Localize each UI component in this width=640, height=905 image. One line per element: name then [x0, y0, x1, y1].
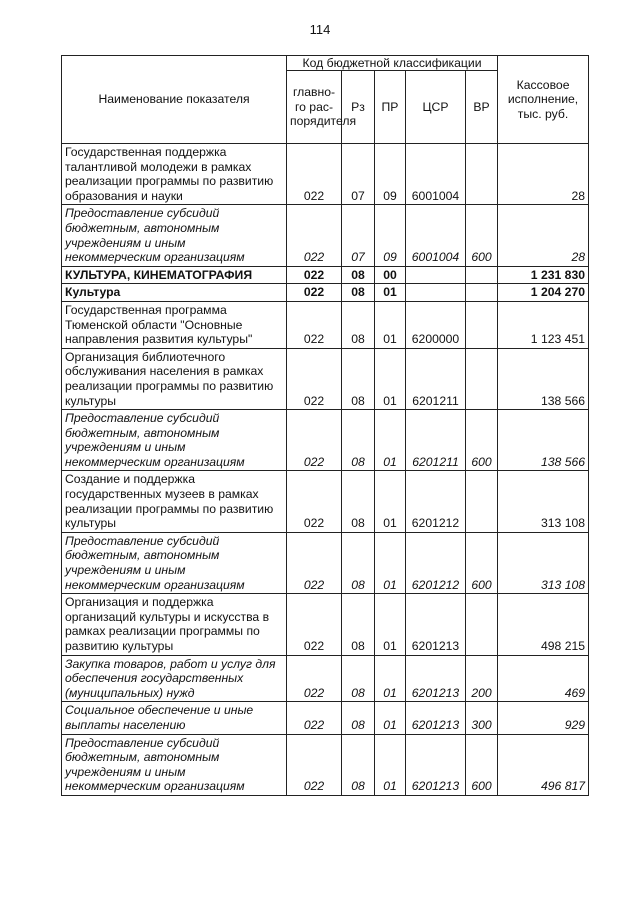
table-row — [62, 284, 589, 302]
cell-vr: 600 — [466, 532, 498, 593]
cell-amount: 496 817 — [498, 734, 589, 795]
header-admin: главно-го рас-порядителя — [287, 71, 342, 144]
table-row — [62, 144, 589, 205]
cell-rz: 08 — [342, 301, 375, 348]
cell-csr: 6201213 — [406, 655, 466, 702]
cell-csr: 6201213 — [406, 594, 466, 655]
header-pr: ПР — [375, 71, 406, 144]
cell-name: Предоставление субсидий бюджетным, автономным учреждениям и иным некоммерческим организациям — [62, 532, 287, 593]
page-number: 114 — [309, 22, 331, 37]
cell-csr: 6001004 — [406, 205, 466, 266]
cell-csr: 6001004 — [406, 144, 466, 205]
cell-amount: 138 566 — [498, 348, 589, 409]
cell-csr: 6200000 — [406, 301, 466, 348]
cell-pr: 01 — [375, 410, 406, 471]
cell-vr: 600 — [466, 205, 498, 266]
table-row — [62, 471, 589, 532]
cell-vr — [466, 471, 498, 532]
cell-vr — [466, 301, 498, 348]
cell-vr: 600 — [466, 410, 498, 471]
cell-rz: 08 — [342, 532, 375, 593]
cell-name: Государственная программа Тюменской области "Основные направления развития культуры" — [62, 301, 287, 348]
cell-amount: 1 231 830 — [498, 266, 589, 284]
cell-vr: 300 — [466, 702, 498, 734]
cell-admin: 022 — [287, 144, 342, 205]
table-row — [62, 594, 589, 655]
cell-name: Культура — [62, 284, 287, 302]
cell-rz: 07 — [342, 144, 375, 205]
cell-pr: 01 — [375, 348, 406, 409]
cell-amount: 1 123 451 — [498, 301, 589, 348]
cell-admin: 022 — [287, 655, 342, 702]
table-row — [62, 205, 589, 266]
cell-amount: 1 204 270 — [498, 284, 589, 302]
cell-csr: 6201213 — [406, 702, 466, 734]
cell-pr: 01 — [375, 734, 406, 795]
cell-pr: 01 — [375, 594, 406, 655]
cell-pr: 09 — [375, 144, 406, 205]
cell-admin: 022 — [287, 702, 342, 734]
cell-vr — [466, 144, 498, 205]
cell-admin: 022 — [287, 348, 342, 409]
table-row — [62, 301, 589, 348]
cell-name: Закупка товаров, работ и услуг для обеспечения государственных (муниципальных) нужд — [62, 655, 287, 702]
cell-admin: 022 — [287, 410, 342, 471]
cell-rz: 08 — [342, 471, 375, 532]
cell-pr: 09 — [375, 205, 406, 266]
cell-csr: 6201211 — [406, 410, 466, 471]
cell-rz: 08 — [342, 410, 375, 471]
cell-vr — [466, 266, 498, 284]
table-row — [62, 532, 589, 593]
header-vr: ВР — [466, 71, 498, 144]
budget-table — [61, 55, 589, 796]
cell-name: Организация и поддержка организаций культуры и искусства в рамках реализации программы по развитию культуры — [62, 594, 287, 655]
cell-admin: 022 — [287, 266, 342, 284]
cell-vr — [466, 284, 498, 302]
table-row — [62, 410, 589, 471]
cell-rz: 08 — [342, 266, 375, 284]
cell-csr: 6201212 — [406, 532, 466, 593]
cell-csr — [406, 284, 466, 302]
cell-vr: 200 — [466, 655, 498, 702]
cell-pr: 01 — [375, 284, 406, 302]
table-row — [62, 702, 589, 734]
cell-csr: 6201213 — [406, 734, 466, 795]
cell-name: Предоставление субсидий бюджетным, автономным учреждениям и иным некоммерческим организациям — [62, 205, 287, 266]
cell-admin: 022 — [287, 205, 342, 266]
cell-amount: 138 566 — [498, 410, 589, 471]
cell-vr — [466, 348, 498, 409]
cell-pr: 00 — [375, 266, 406, 284]
header-rz: Рз — [342, 71, 375, 144]
header-csr: ЦСР — [406, 71, 466, 144]
cell-name: КУЛЬТУРА, КИНЕМАТОГРАФИЯ — [62, 266, 287, 284]
cell-name: Государственная поддержка талантливой молодежи в рамках реализации программы по развитию образования и науки — [62, 144, 287, 205]
cell-pr: 01 — [375, 655, 406, 702]
cell-amount: 498 215 — [498, 594, 589, 655]
header-amount: Кассовое исполнение, тыс. руб. — [498, 56, 589, 144]
cell-rz: 08 — [342, 734, 375, 795]
cell-pr: 01 — [375, 301, 406, 348]
table-row — [62, 266, 589, 284]
cell-amount: 313 108 — [498, 471, 589, 532]
cell-pr: 01 — [375, 532, 406, 593]
cell-pr: 01 — [375, 702, 406, 734]
cell-csr — [406, 266, 466, 284]
cell-rz: 08 — [342, 348, 375, 409]
table-row — [62, 655, 589, 702]
cell-name: Организация библиотечного обслуживания населения в рамках реализации программы по развитию культуры — [62, 348, 287, 409]
header-classification-group: Код бюджетной классификации — [287, 56, 498, 71]
cell-amount: 929 — [498, 702, 589, 734]
cell-name: Социальное обеспечение и иные выплаты населению — [62, 702, 287, 734]
cell-rz: 08 — [342, 702, 375, 734]
cell-amount: 28 — [498, 205, 589, 266]
header-name: Наименование показателя — [62, 56, 287, 144]
cell-vr: 600 — [466, 734, 498, 795]
cell-amount: 313 108 — [498, 532, 589, 593]
cell-name: Предоставление субсидий бюджетным, автономным учреждениям и иным некоммерческим организациям — [62, 410, 287, 471]
table-row — [62, 348, 589, 409]
cell-csr: 6201212 — [406, 471, 466, 532]
cell-rz: 08 — [342, 655, 375, 702]
cell-admin: 022 — [287, 301, 342, 348]
table-row — [62, 734, 589, 795]
cell-admin: 022 — [287, 594, 342, 655]
cell-amount: 469 — [498, 655, 589, 702]
cell-pr: 01 — [375, 471, 406, 532]
cell-rz: 08 — [342, 594, 375, 655]
cell-csr: 6201211 — [406, 348, 466, 409]
cell-admin: 022 — [287, 734, 342, 795]
cell-name: Создание и поддержка государственных музеев в рамках реализации программы по развитию культуры — [62, 471, 287, 532]
cell-name: Предоставление субсидий бюджетным, автономным учреждениям и иным некоммерческим организациям — [62, 734, 287, 795]
cell-rz: 07 — [342, 205, 375, 266]
cell-admin: 022 — [287, 471, 342, 532]
cell-vr — [466, 594, 498, 655]
cell-admin: 022 — [287, 532, 342, 593]
table-body — [62, 144, 589, 796]
cell-amount: 28 — [498, 144, 589, 205]
cell-rz: 08 — [342, 284, 375, 302]
cell-admin: 022 — [287, 284, 342, 302]
